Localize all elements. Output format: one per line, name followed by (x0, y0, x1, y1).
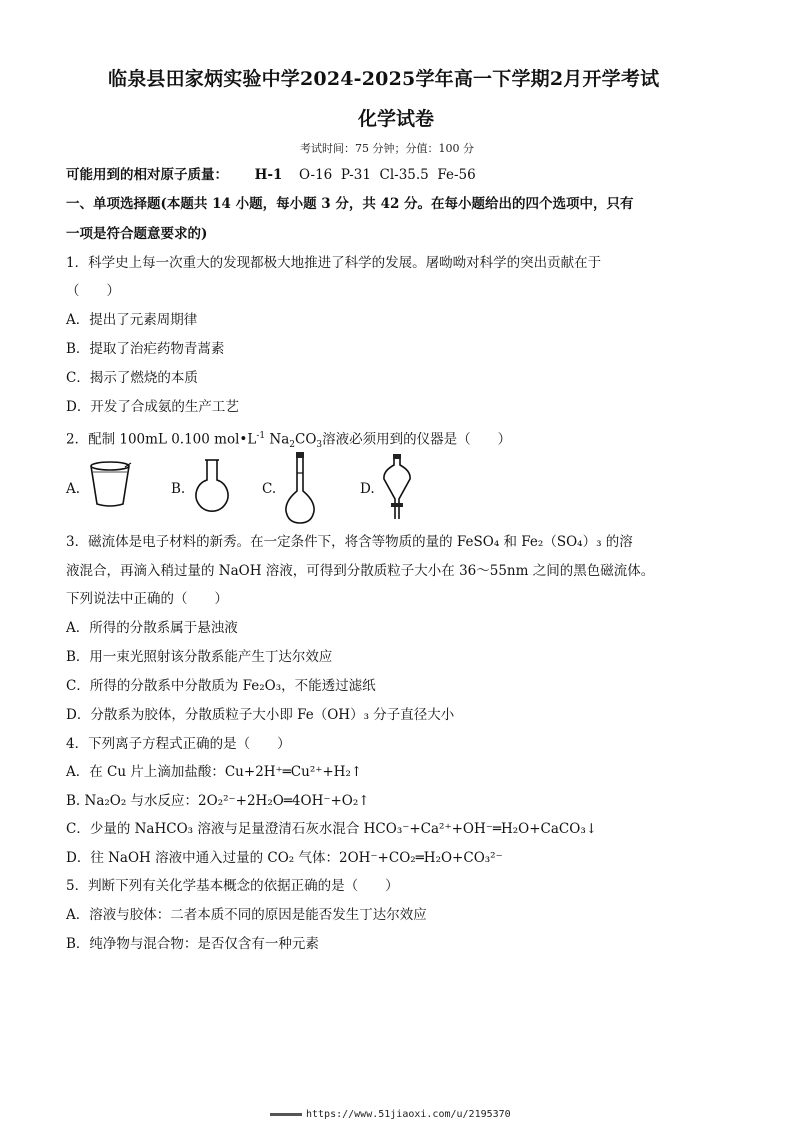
q2-label-d: D. (360, 481, 375, 497)
q2-label-b: B. (171, 481, 186, 497)
atomic-mass-line (66, 166, 476, 184)
q1-stem: 1．科学史上每一次重大的发现都极大地推进了科学的发展。屠呦呦对科学的突出贡献在于 (66, 255, 602, 271)
section-heading-line1: 一、单项选择题(本题共 14 小题，每小题 3 分，共 42 分。在每小题给出的四个选项中，只有 (66, 196, 634, 212)
q1-paren: （ ） (66, 283, 120, 299)
q1-option-a: A．提出了元素周期律 (66, 312, 198, 328)
q3-option-d: D．分散系为胶体，分散质粒子大小即 Fe（OH）₃ 分子直径大小 (66, 707, 455, 723)
q4-option-d: D．往 NaOH 溶液中通入过量的 CO₂ 气体：2OH⁻+CO₂═H₂O+CO₃²⁻ (66, 850, 503, 866)
q1-option-d: D．开发了合成氨的生产工艺 (66, 399, 239, 415)
q1-option-c: C．揭示了燃烧的本质 (66, 370, 198, 386)
q5-option-a: A．溶液与胶体：二者本质不同的原因是能否发生丁达尔效应 (66, 907, 427, 923)
q5-option-b: B．纯净物与混合物：是否仅含有一种元素 (66, 936, 319, 952)
q4-option-a: A．在 Cu 片上滴加盐酸：Cu+2H⁺═Cu²⁺+H₂↑ (66, 764, 363, 780)
q3-option-b: B．用一束光照射该分散系能产生丁达尔效应 (66, 649, 333, 665)
q5-stem: 5．判断下列有关化学基本概念的依据正确的是（ ） (66, 878, 399, 894)
exam-meta: 考试时间：75 分钟；分值：100 分 (300, 142, 474, 155)
q2-label-a: A. (66, 481, 81, 497)
exam-title: 临泉县田家炳实验中学2024-2025学年高一下学期2月开学考试 (108, 68, 660, 90)
q2-stem-part: CO (295, 431, 317, 448)
q3-stem-line3: 下列说法中正确的（ ） (66, 591, 228, 607)
footer-url (270, 1109, 511, 1120)
beaker-icon (88, 459, 132, 509)
q3-stem-line1: 3．磁流体是电子材料的新秀。在一定条件下，将含等物质的量的 FeSO₄ 和 Fe₂（SO₄）₃ 的溶 (66, 534, 633, 550)
q3-option-c: C．所得的分散系中分散质为 Fe₂O₃，不能透过滤纸 (66, 678, 376, 694)
q4-stem: 4．下列离子方程式正确的是（ ） (66, 736, 291, 752)
q2-stem-sub: 3 (316, 440, 323, 451)
separatory-funnel-icon (380, 453, 414, 523)
atomic-mass-others: O-16 P-31 Cl-35.5 Fe-56 (298, 167, 476, 183)
q4-option-b: B. Na₂O₂ 与水反应：2O₂²⁻+2H₂O═4OH⁻+O₂↑ (66, 793, 370, 809)
paper-subtitle: 化学试卷 (358, 108, 435, 130)
q3-stem-line2: 液混合，再滴入稍过量的 NaOH 溶液，可得到分散质粒子大小在 36～55nm 之间的黑色磁流体。 (66, 563, 655, 579)
q2-stem-sub: 2 (289, 440, 295, 451)
atomic-mass-label: 可能用到的相对原子质量： (66, 167, 228, 183)
q2-stem-part: 溶液必须用到的仪器是（ ） (322, 431, 512, 448)
q2-label-c: C. (262, 481, 277, 497)
q2-stem-sup: -1 (256, 431, 266, 441)
footer-mark-icon (270, 1113, 302, 1116)
footer-url-text: https://www.51jiaoxi.com/u/2195370 (306, 1109, 511, 1120)
round-flask-icon (192, 458, 232, 512)
q3-option-a: A．所得的分散系属于悬浊液 (66, 620, 238, 636)
q2-stem-part: Na (265, 431, 290, 448)
section-heading-line2: 一项是符合题意要求的) (66, 226, 208, 242)
q2-stem-part: 2．配制 100mL 0.100 mol•L (66, 431, 257, 448)
atomic-mass-h: H-1 (254, 167, 283, 183)
q4-option-c: C．少量的 NaHCO₃ 溶液与足量澄清石灰水混合 HCO₃⁻+Ca²⁺+OH⁻═H₂O+CaCO₃↓ (66, 821, 598, 837)
volumetric-flask-icon (283, 451, 317, 525)
q1-option-b: B．提取了治疟药物青蒿素 (66, 341, 225, 357)
